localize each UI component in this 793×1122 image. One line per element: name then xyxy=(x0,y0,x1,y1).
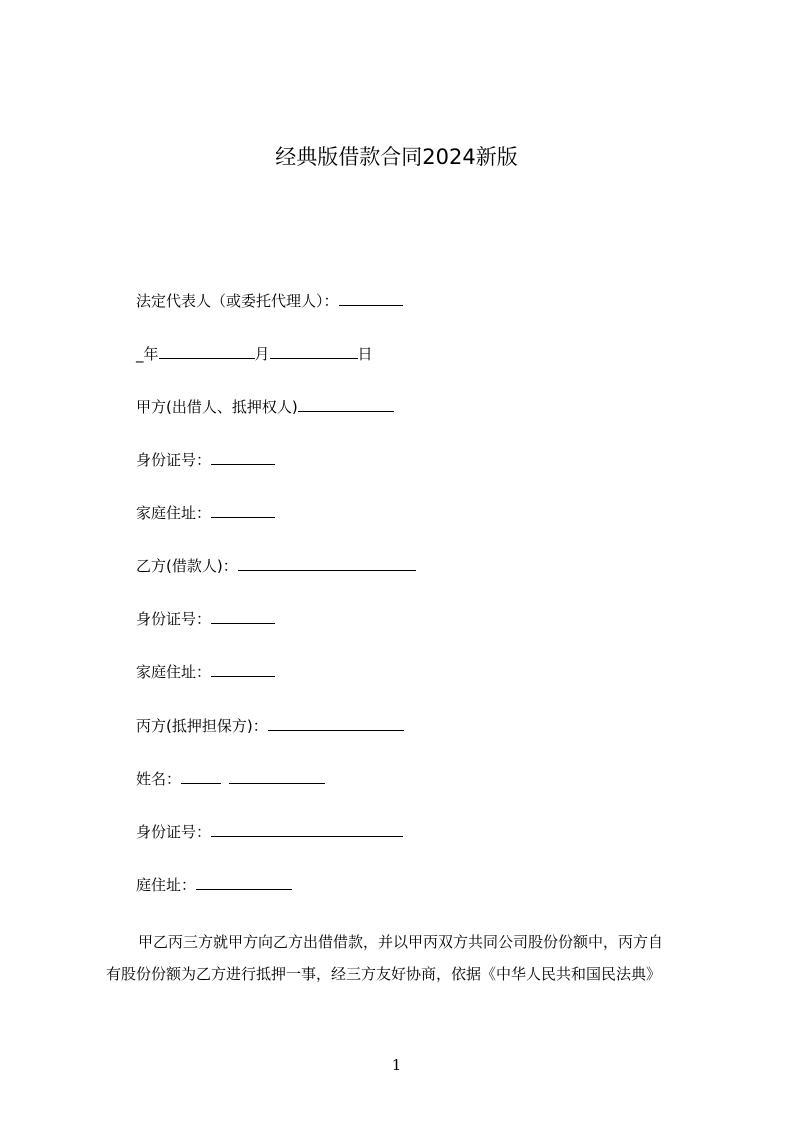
party-c-id-blank xyxy=(211,822,403,837)
party-c-name-field xyxy=(136,768,325,790)
party-b-address-label: 家庭住址： xyxy=(136,663,212,681)
date-year-label: _年 xyxy=(136,345,159,363)
party-a-blank xyxy=(298,397,394,412)
party-c-address-label: 庭住址： xyxy=(136,876,197,894)
date-day-blank xyxy=(270,344,358,359)
legal-representative-field xyxy=(136,290,403,312)
party-c-name-label: 姓名： xyxy=(136,770,182,788)
party-b-address-blank xyxy=(211,662,275,677)
party-c-field xyxy=(136,715,404,737)
party-c-label: 丙方(抵押担保方)： xyxy=(136,717,268,735)
legal-representative-label: 法定代表人（或委托代理人）： xyxy=(136,292,339,310)
date-month-blank xyxy=(159,344,255,359)
legal-representative-blank xyxy=(339,291,403,306)
party-a-address-blank xyxy=(211,503,275,518)
date-day-label: 日 xyxy=(357,345,373,363)
party-a-field xyxy=(136,396,394,418)
party-c-blank xyxy=(268,716,404,731)
page-number: 1 xyxy=(391,1056,402,1074)
party-c-id-label: 身份证号： xyxy=(136,823,212,841)
party-b-label: 乙方(借款人)： xyxy=(136,557,238,575)
party-a-id-blank xyxy=(211,450,275,465)
body-paragraph xyxy=(106,926,698,990)
party-b-id-blank xyxy=(211,609,275,624)
party-c-name-blank-2 xyxy=(229,769,325,784)
party-c-name-blank-1 xyxy=(181,769,221,784)
party-c-id-field xyxy=(136,821,403,843)
party-a-id-label: 身份证号： xyxy=(136,451,212,469)
party-a-id-field xyxy=(136,449,275,471)
date-field xyxy=(136,343,373,365)
party-c-address-field xyxy=(136,874,292,896)
party-a-label: 甲方(出借人、抵押权人) xyxy=(136,398,298,416)
body-line-1: 甲乙丙三方就甲方向乙方出借借款，并以甲丙双方共同公司股份份额中，丙方自 xyxy=(138,933,664,951)
date-month-label: 月 xyxy=(254,345,270,363)
body-line-2: 有股份份额为乙方进行抵押一事，经三方友好协商，依据《中华人民共和国民法典》 xyxy=(106,965,662,983)
party-b-id-field xyxy=(136,608,275,630)
party-c-address-blank xyxy=(196,875,292,890)
party-b-field xyxy=(136,555,416,577)
party-a-address-label: 家庭住址： xyxy=(136,504,212,522)
party-b-address-field xyxy=(136,661,275,683)
party-a-address-field xyxy=(136,502,275,524)
party-b-id-label: 身份证号： xyxy=(136,610,212,628)
document-title: 经典版借款合同2024新版 xyxy=(275,145,518,169)
party-b-blank xyxy=(238,556,416,571)
